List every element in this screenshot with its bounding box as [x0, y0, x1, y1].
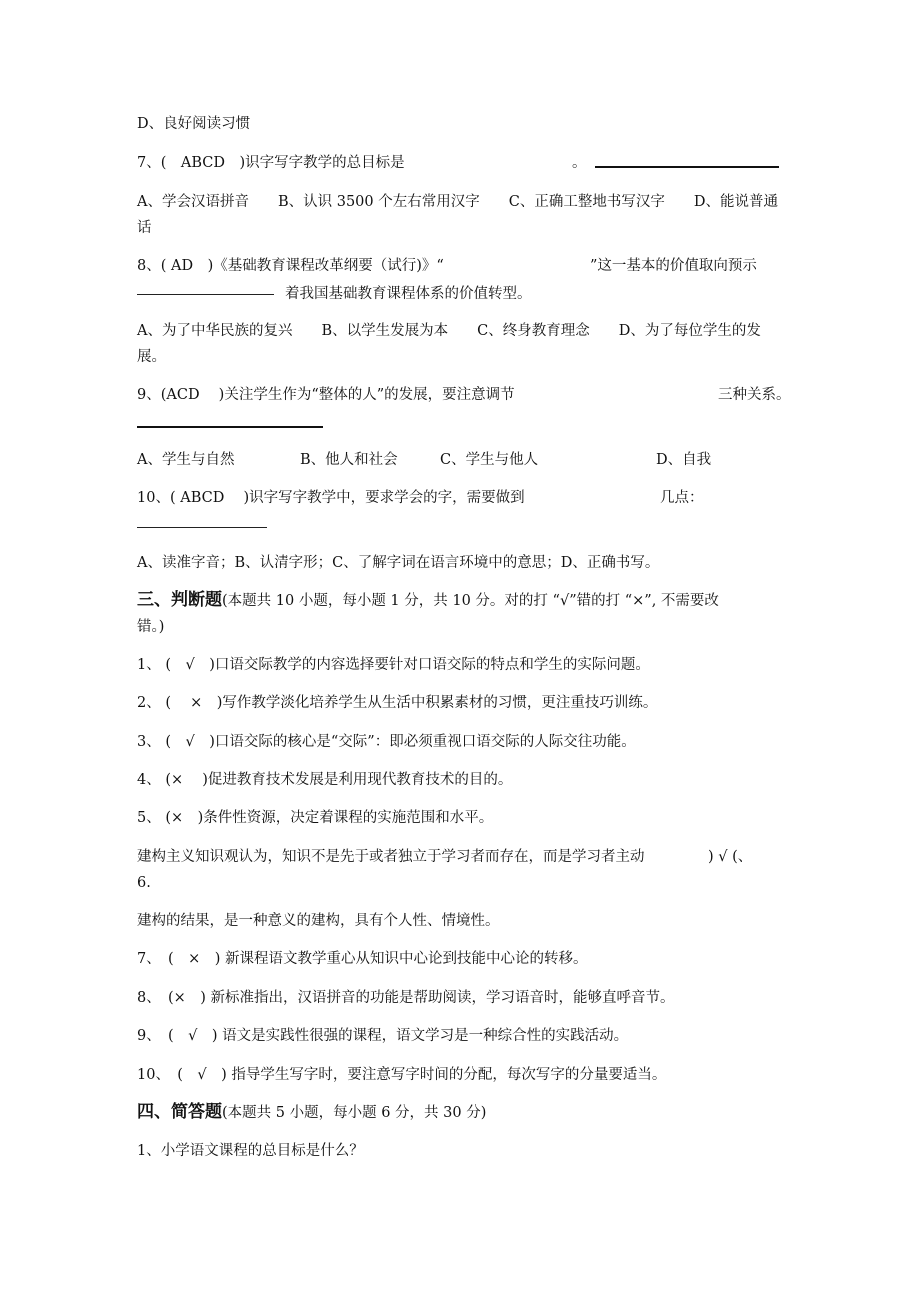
question-8: 8、( AD )《基础教育课程改革纲要（试行)》“: [137, 258, 444, 274]
question-8-tail: ”这一基本的价值取向预示: [590, 258, 757, 274]
section-note: (本题共 10 小题，每小题 1 分，共 10 分。对的打 “√”错的打 “×”, 不需要改: [222, 593, 719, 609]
judgement-item: 7、 ( × ) 新课程语文教学重心从知识中心论到技能中心论的转移。: [137, 951, 588, 967]
judgement-item-6-cont: 建构的结果，是一种意义的建构，具有个人性、情境性。: [137, 913, 500, 929]
section-note: (本题共 5 小题，每小题 6 分，共 30 分): [222, 1105, 487, 1121]
question-9-option-d: D、自我: [656, 452, 712, 468]
section-3-note-cont: 错。): [137, 619, 165, 635]
question-9-option-b: B、他人和社会: [300, 452, 398, 468]
question-7-tail: 。: [572, 155, 587, 171]
answer-blank-line: [137, 426, 323, 428]
question-10-tail: 几点：: [660, 490, 704, 506]
question-10: 10、( ABCD )识字写字教学中，要求学会的字，需要做到: [137, 490, 525, 506]
question-8-options: A、为了中华民族的复兴 B、以学生发展为本 C、终身教育理念 D、为了每位学生的发: [137, 323, 761, 339]
answer-blank-line: [595, 166, 779, 168]
question-7-options: A、学会汉语拼音 B、认识 3500 个左右常用汉字 C、正确工整地书写汉字 D、能说普通: [137, 194, 778, 210]
judgement-item-6-text: 建构主义知识观认为，知识不是先于或者独立于学习者而存在，而是学习者主动: [137, 849, 645, 865]
judgement-item: 8、 (× ) 新标准指出，汉语拼音的功能是帮助阅读，学习语音时，能够直呼音节。: [137, 990, 675, 1006]
judgement-item: 9、 ( √ ) 语文是实践性很强的课程，语文学习是一种综合性的实践活动。: [137, 1028, 629, 1044]
answer-blank-line: [137, 527, 267, 528]
answer-blank-line: [137, 294, 274, 295]
question-9-tail: 三种关系。: [718, 387, 791, 403]
question-7-options-cont: 话: [137, 220, 152, 236]
question-9-option-a: A、学生与自然: [137, 452, 235, 468]
question-8-options-cont: 展。: [137, 349, 166, 365]
judgement-item: 1、 ( √ )口语交际教学的内容选择要针对口语交际的特点和学生的实际问题。: [137, 657, 650, 673]
question-9: 9、(ACD )关注学生作为“整体的人”的发展，要注意调节: [137, 387, 515, 403]
judgement-item: 4、 (× )促进教育技术发展是利用现代教育技术的目的。: [137, 772, 513, 788]
judgement-item-6-answer: ) √ (、: [708, 849, 753, 865]
judgement-item: 3、 ( √ )口语交际的核心是“交际”：即必须重视口语交际的人际交往功能。: [137, 734, 636, 750]
judgement-item-6-number: 6.: [137, 875, 151, 891]
section-title: 三、判断题: [137, 590, 222, 610]
question-7: 7、( ABCD )识字写字教学的总目标是: [137, 155, 405, 171]
judgement-item: 10、 ( √ ) 指导学生写字时，要注意写字时间的分配，每次写字的分量要适当。: [137, 1067, 667, 1083]
section-4-heading: [137, 1102, 486, 1123]
option-d-reading-habit: D、良好阅读习惯: [137, 116, 251, 132]
judgement-item: 5、 (× )条件性资源，决定着课程的实施范围和水平。: [137, 810, 494, 826]
question-10-options: A、读准字音；B、认清字形；C、了解字词在语言环境中的意思；D、正确书写。: [137, 555, 660, 571]
judgement-item: 2、 ( × )写作教学淡化培养学生从生活中积累素材的习惯，更注重技巧训练。: [137, 695, 658, 711]
short-answer-question: 1、小学语文课程的总目标是什么？: [137, 1143, 364, 1159]
section-title: 四、简答题: [137, 1102, 222, 1122]
section-3-heading: [137, 590, 719, 611]
question-9-option-c: C、学生与他人: [440, 452, 539, 468]
question-8-line2: 着我国基础教育课程体系的价值转型。: [285, 286, 532, 302]
